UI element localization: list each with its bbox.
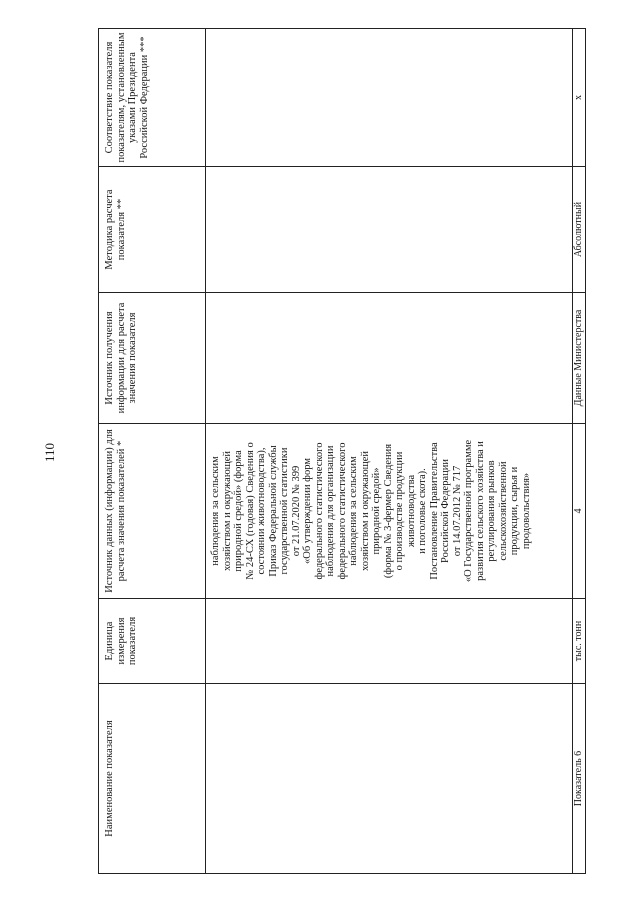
data-source-line: № 24-СХ (годовая) Сведения о bbox=[244, 442, 256, 580]
data-source-line: хозяйством и окружающей bbox=[221, 450, 233, 572]
cell-indicator-data-source: 4 bbox=[573, 424, 586, 599]
data-source-line: «О Государственной программе bbox=[463, 439, 474, 583]
data-source-line: Приказ Федеральной службы bbox=[267, 445, 279, 577]
header-name: Наименование показателя bbox=[99, 684, 206, 874]
header-method: Методика расчета показателя ** bbox=[99, 167, 206, 293]
cell-indicator-info-source: Данные Министерства bbox=[573, 293, 586, 424]
content-row bbox=[206, 29, 573, 874]
data-source-line: о производстве продукции bbox=[394, 451, 405, 571]
cell-indicator-unit: тыс. тонн bbox=[573, 599, 586, 684]
cell-indicator-compliance: х bbox=[573, 29, 586, 167]
cell-compliance-empty bbox=[206, 29, 573, 167]
page-number: 110 bbox=[42, 442, 57, 462]
data-source-line: регулирования рынков bbox=[486, 460, 497, 562]
data-source-line: наблюдения для организации bbox=[325, 445, 336, 577]
cell-indicator-name: Показатель 6 bbox=[573, 684, 586, 874]
data-source-line: Российской Федерации bbox=[440, 459, 451, 563]
indicators-table bbox=[98, 28, 586, 874]
data-source-line: состоянии животноводства), bbox=[256, 447, 267, 575]
cell-name-empty bbox=[206, 684, 573, 874]
data-source-line: и поголовье скота). bbox=[417, 468, 428, 554]
cell-indicator-method: Абсолютный bbox=[573, 167, 586, 293]
data-source-line: природной средой» (форма bbox=[233, 450, 244, 572]
data-source-line: наблюдения за сельским bbox=[210, 456, 221, 566]
data-source-line: от 14.07.2012 № 717 bbox=[451, 465, 463, 557]
data-source-line: от 21.07.2020 № 399 bbox=[290, 465, 302, 557]
data-source-line: федерального статистического bbox=[313, 442, 325, 580]
data-source-line: наблюдения за сельским bbox=[348, 456, 359, 566]
cell-info-source-empty bbox=[206, 293, 573, 424]
header-info-source: Источник получения информации для расчета значения показателя bbox=[99, 293, 206, 424]
header-unit: Единица измерения показателя bbox=[99, 599, 206, 684]
data-source-line: природной средой» bbox=[371, 467, 382, 555]
header-data-source: Источник данных (информации) для расчета значения показателей * bbox=[99, 424, 206, 599]
data-source-line: продовольствия» bbox=[520, 472, 532, 550]
data-source-line: государственной статистики bbox=[279, 447, 290, 575]
data-source-line: сельскохозяйственной bbox=[497, 461, 509, 561]
cell-data-source-text bbox=[206, 424, 573, 599]
data-source-line: Постановление Правительства bbox=[428, 442, 440, 580]
data-source-line: продукции, сырья и bbox=[509, 466, 520, 556]
data-source-line: животноводства bbox=[405, 474, 417, 548]
data-source-line: (форма № 3-фермер Сведения bbox=[382, 443, 394, 579]
cell-method-empty bbox=[206, 167, 573, 293]
data-source-line: «Об утверждении форм bbox=[302, 458, 313, 564]
indicator-6-row bbox=[573, 29, 586, 874]
header-row bbox=[99, 29, 206, 874]
cell-unit-empty bbox=[206, 599, 573, 684]
header-compliance: Соответствие показателя показателям, установленным указами Президента Российской Федерации *** bbox=[99, 29, 206, 167]
data-source-line: хозяйством и окружающей bbox=[359, 450, 371, 572]
data-source-line: федерального статистического bbox=[336, 442, 348, 580]
data-source-line: развития сельского хозяйства и bbox=[474, 441, 486, 581]
rotated-table-container bbox=[98, 29, 585, 874]
